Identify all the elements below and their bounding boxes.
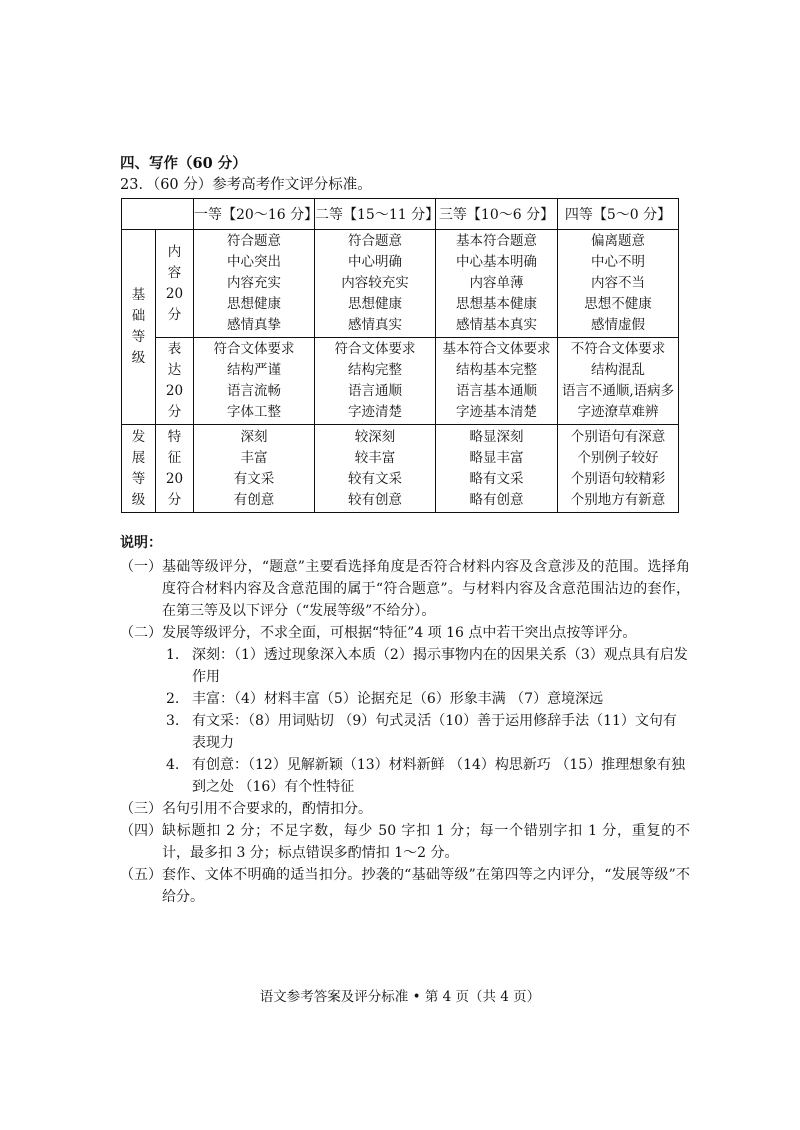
criterion: 结构完整 [348,362,402,378]
label-char: 等 [131,329,146,345]
note-number: （一） [120,559,162,575]
criterion: 符合文体要求 [213,341,295,357]
criterion: 符合文体要求 [334,341,416,357]
note-number: （二） [120,625,162,641]
label-char: 20 [165,383,184,399]
criterion: 感情虚假 [591,317,645,333]
criterion: 结构基本完整 [456,362,537,378]
criterion: 结构混乱 [591,362,645,378]
criterion: 基本符合文体要求 [442,341,551,357]
label-char: 展 [131,449,146,466]
feature-item [120,710,690,754]
notes-title: 说明： [120,535,162,551]
label-char: 级 [131,491,146,508]
item-number: 2. [166,691,180,707]
note-1 [120,556,690,622]
scoring-table [121,198,679,513]
criterion: 思想基本健康 [456,296,537,312]
label-char: 发 [131,428,146,445]
feature-item [120,754,690,798]
criterion: 语言基本通顺 [456,383,537,399]
criterion: 思想健康 [227,296,281,312]
label-char: 特 [167,428,182,445]
note-text: 名句引用不合要求的，酌情扣分。 [162,801,372,817]
item-number: 1. [166,647,180,663]
note-number: （四） [120,823,162,839]
criterion: 内容单薄 [469,275,524,291]
header-grade-4: 四等【5～0 分】 [558,199,679,230]
feature-item [120,644,690,688]
note-text: 套作、文体不明确的适当扣分。抄袭的“基础等级”在第四等之内评分，“发展等级”不给分。 [162,867,690,905]
criterion: 略有文采 [469,470,524,487]
question-title: 23．（60 分）参考高考作文评分标准。 [120,177,372,193]
criterion: 个别例子较好 [577,449,659,466]
criterion: 较有创意 [348,491,402,508]
criterion: 略有创意 [469,491,524,508]
criterion: 结构严谨 [227,362,281,378]
criterion: 基本符合题意 [456,233,537,249]
criterion: 深刻 [240,428,268,445]
expression-grade-4 [558,338,679,425]
section-title: 四、写作（60 分） [120,155,247,172]
label-char: 容 [167,264,182,281]
criterion: 较丰富 [354,449,396,466]
note-text: 缺标题扣 2 分；不足字数，每少 50 字扣 1 分；每一个错别字扣 1 分，重复的不计，最多扣 3 分；标点错误多酌情扣 1～2 分。 [162,823,690,861]
item-text: 深刻：（1）透过现象深入本质（2）揭示事物内在的因果关系（3）观点具有启发作用 [192,647,688,685]
criterion: 语言流畅 [227,383,281,399]
criterion: 思想不健康 [584,296,652,312]
label-char: 级 [131,350,146,366]
notes [120,532,690,908]
label-char: 基 [131,287,146,303]
development-level-label [122,425,156,513]
feature-grade-4 [558,425,679,513]
feature-item [120,688,690,710]
note-3 [120,798,690,820]
content-grade-3 [436,230,558,338]
criterion: 字迹基本清楚 [456,404,537,420]
criterion: 偏离题意 [591,233,645,249]
criterion: 内容充实 [227,275,281,291]
criterion: 略显丰富 [469,449,524,466]
note-5 [120,864,690,908]
header-grade-3: 三等【10～6 分】 [436,199,558,230]
criterion: 字体工整 [227,404,281,420]
criterion: 有文采 [233,470,275,487]
feature-grade-3 [436,425,558,513]
note-2 [120,622,690,644]
criterion: 较深刻 [354,428,396,445]
item-text: 有文采：（8）用词贴切 （9）句式灵活（10）善于运用修辞手法（11）文句有表现力 [192,713,677,751]
criterion: 有创意 [233,491,275,508]
header-grade-2: 二等【15～11 分】 [315,199,436,230]
criterion: 个别地方有新意 [570,491,666,508]
label-char: 等 [131,470,146,487]
criterion: 较有文采 [348,470,402,487]
criterion: 中心不明 [591,254,645,270]
criterion: 语言不通顺,语病多 [561,383,675,399]
label-char: 分 [167,404,182,420]
content-label [156,230,194,338]
label-char: 内 [167,243,182,260]
label-char: 分 [167,491,182,508]
header-grade-1: 一等【20～16 分】 [194,199,315,230]
label-char: 征 [167,449,182,466]
table-corner [122,199,194,230]
criterion: 个别语句有深意 [570,428,666,445]
criterion: 感情真实 [348,317,402,333]
page-footer: 语文参考答案及评分标准 • 第 4 页（共 4 页） [259,989,541,1005]
criterion: 感情真挚 [227,317,281,333]
label-char: 表 [167,341,182,357]
content-grade-2 [315,230,436,338]
item-number: 4. [166,757,180,773]
feature-label [156,425,194,513]
expression-grade-1 [194,338,315,425]
criterion: 符合题意 [227,233,281,249]
criterion: 中心明确 [348,254,402,270]
criterion: 内容不当 [591,275,645,291]
label-char: 分 [167,306,182,323]
note-4 [120,820,690,864]
item-text: 丰富：（4）材料丰富（5）论据充足（6）形象丰满 （7）意境深远 [192,691,604,707]
label-char: 20 [165,285,184,302]
criterion: 字迹潦草难辨 [577,404,659,420]
basic-level-label [122,230,156,425]
feature-grade-2 [315,425,436,513]
criterion: 符合题意 [348,233,402,249]
content-grade-1 [194,230,315,338]
criterion: 内容较充实 [341,275,409,291]
criterion: 字迹清楚 [348,404,402,420]
item-text: 有创意：（12）见解新颖（13）材料新鲜 （14）构思新巧 （15）推理想象有独到之处 （16）有个性特征 [192,757,686,795]
criterion: 思想健康 [348,296,402,312]
criterion: 中心突出 [227,254,281,270]
expression-label [156,338,194,425]
criterion: 感情基本真实 [456,317,537,333]
label-char: 20 [165,470,184,487]
item-number: 3. [166,713,180,729]
note-text: 发展等级评分，不求全面，可根据“特征”4 项 16 点中若干突出点按等评分。 [162,625,637,641]
criterion: 语言通顺 [348,383,402,399]
criterion: 不符合文体要求 [570,341,666,357]
feature-grade-1 [194,425,315,513]
criterion: 略显深刻 [469,428,524,445]
criterion: 个别语句较精彩 [570,470,666,487]
expression-grade-3 [436,338,558,425]
note-text: 基础等级评分，“题意”主要看选择角度是否符合材料内容及含意涉及的范围。选择角度符合材料内容及含意范围的属于“符合题意”。与材料内容及含意范围沾边的套作，在第三等及以下评分（“发展等级”不给分）。 [162,559,690,619]
content-grade-4 [558,230,679,338]
label-char: 础 [131,308,146,324]
criterion: 中心基本明确 [456,254,537,270]
note-number: （三） [120,801,162,817]
note-number: （五） [120,867,162,883]
label-char: 达 [167,362,182,378]
criterion: 丰富 [240,449,268,466]
expression-grade-2 [315,338,436,425]
